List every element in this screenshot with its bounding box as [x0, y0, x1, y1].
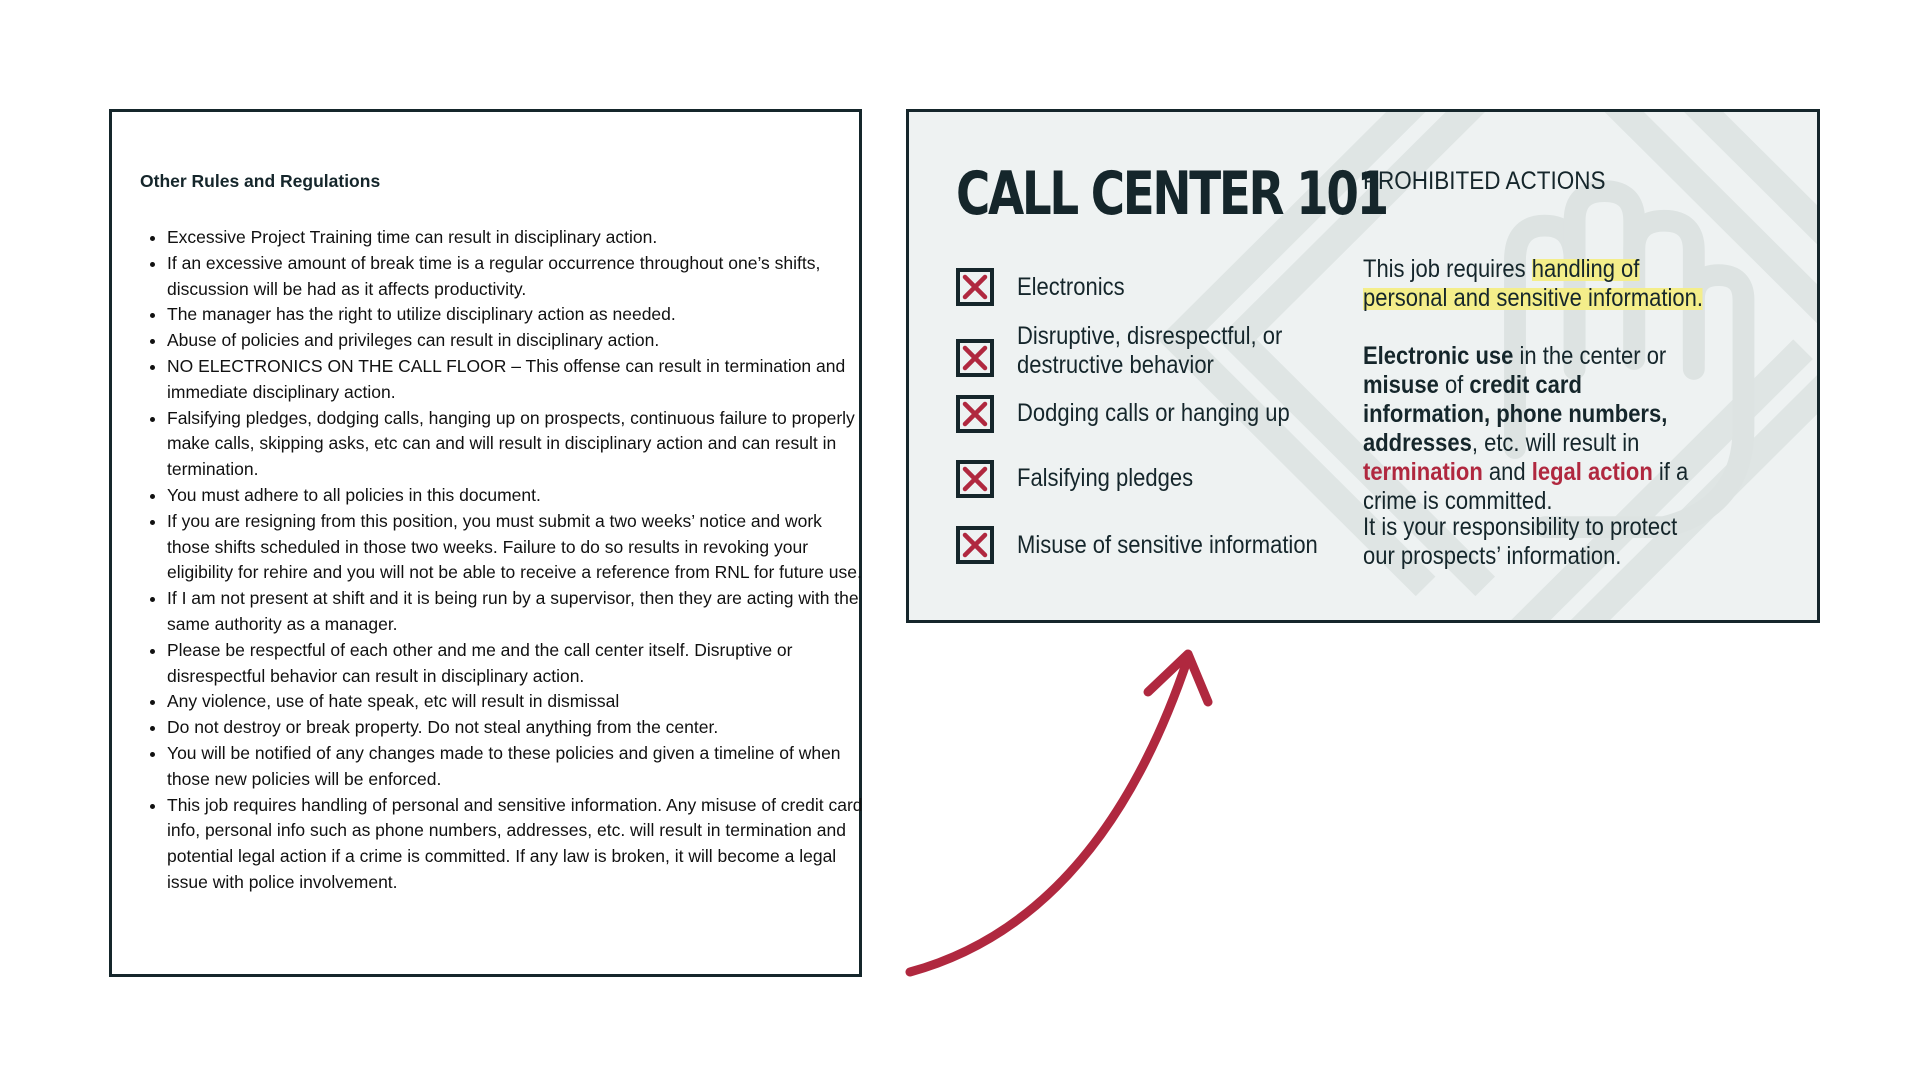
prohibited-item: [956, 322, 1356, 391]
prohibited-label: Dodging calls or hanging up: [1017, 399, 1290, 427]
rule-item: • You will be notified of any changes made to these policies and given a timeline of when those new policies will be enforced.: [167, 741, 867, 793]
sensitive-info-paragraph: [1363, 255, 1715, 313]
paragraph-text: in the center or: [1513, 342, 1667, 370]
paragraph-text: , etc. will result in: [1471, 429, 1640, 457]
rules-list: [140, 225, 867, 896]
slide-subtitle: PROHIBITED ACTIONS: [1363, 167, 1606, 195]
x-box-icon: [956, 268, 994, 306]
prohibited-label: Falsifying pledges: [1017, 464, 1194, 492]
rule-item: • This job requires handling of personal and sensitive information. Any misuse of credit card info, personal info such as phone numbers, addresses, etc. will result in termination and potential legal action if a crime is committed. If any law is broken, it will become a legal issue with police involvement.: [167, 793, 867, 896]
consequences-paragraph: [1363, 342, 1715, 516]
x-box-icon: [956, 339, 994, 377]
rule-item: • Please be respectful of each other and me and the call center itself. Disruptive or disrespectful behavior can result in disciplinary action.: [167, 638, 867, 690]
call-center-slide: [906, 109, 1820, 623]
rules-document: [109, 109, 862, 977]
rule-item: • The manager has the right to utilize disciplinary action as needed.: [167, 302, 867, 328]
x-box-icon: [956, 460, 994, 498]
responsibility-paragraph: It is your responsibility to protect our prospects’ information.: [1363, 513, 1678, 570]
prohibited-label: Disruptive, disrespectful, or destructive behavior: [1017, 322, 1283, 379]
rule-item: • You must adhere to all policies in this document.: [167, 483, 867, 509]
document-title: Other Rules and Regulations: [140, 171, 381, 191]
highlighted-text: handling of personal and sensitive information.: [1363, 255, 1703, 312]
prohibited-item: [956, 268, 1356, 308]
bold-text: credit card information, phone numbers, addresses: [1363, 371, 1668, 457]
slide-title: CALL CENTER 101: [956, 159, 1387, 229]
prohibited-item: [956, 460, 1356, 500]
red-emphasis-text: legal action: [1531, 458, 1653, 486]
rule-item: • NO ELECTRONICS ON THE CALL FLOOR – This offense can result in termination and immediate disciplinary action.: [167, 354, 867, 406]
curved-arrow-icon: [890, 640, 1230, 980]
rule-item: • If an excessive amount of break time is a regular occurrence throughout one’s shifts, discussion will be had as it affects productivity.: [167, 251, 867, 303]
prohibited-label: Misuse of sensitive information: [1017, 531, 1318, 559]
x-box-icon: [956, 526, 994, 564]
rule-item: • Any violence, use of hate speak, etc will result in dismissal: [167, 689, 867, 715]
prohibited-item: [956, 395, 1356, 435]
rule-item: • Falsifying pledges, dodging calls, hanging up on prospects, continuous failure to properly make calls, skipping asks, etc can and will result in disciplinary action and can result in termination.: [167, 406, 867, 483]
paragraph-text: if a crime is committed.: [1363, 458, 1689, 515]
red-emphasis-text: termination: [1363, 458, 1483, 486]
paragraph-text: This job requires: [1363, 255, 1532, 283]
rule-item: • Abuse of policies and privileges can result in disciplinary action.: [167, 328, 867, 354]
rule-item: • If you are resigning from this position, you must submit a two weeks’ notice and work those shifts scheduled in those two weeks. Failure to do so results in revoking your eligibility for rehire and you will not be able to receive a reference from RNL for future use.: [167, 509, 867, 586]
rule-item: • Excessive Project Training time can result in disciplinary action.: [167, 225, 867, 251]
bold-text: misuse: [1363, 371, 1439, 399]
prohibited-label: Electronics: [1017, 273, 1125, 301]
prohibited-item: [956, 526, 1356, 566]
rule-item: • Do not destroy or break property. Do not steal anything from the center.: [167, 715, 867, 741]
paragraph-text: and: [1482, 458, 1532, 486]
rule-item: • If I am not present at shift and it is being run by a supervisor, then they are acting with the same authority as a manager.: [167, 586, 867, 638]
paragraph-text: of: [1438, 371, 1470, 399]
x-box-icon: [956, 395, 994, 433]
bold-text: Electronic use: [1363, 342, 1514, 370]
